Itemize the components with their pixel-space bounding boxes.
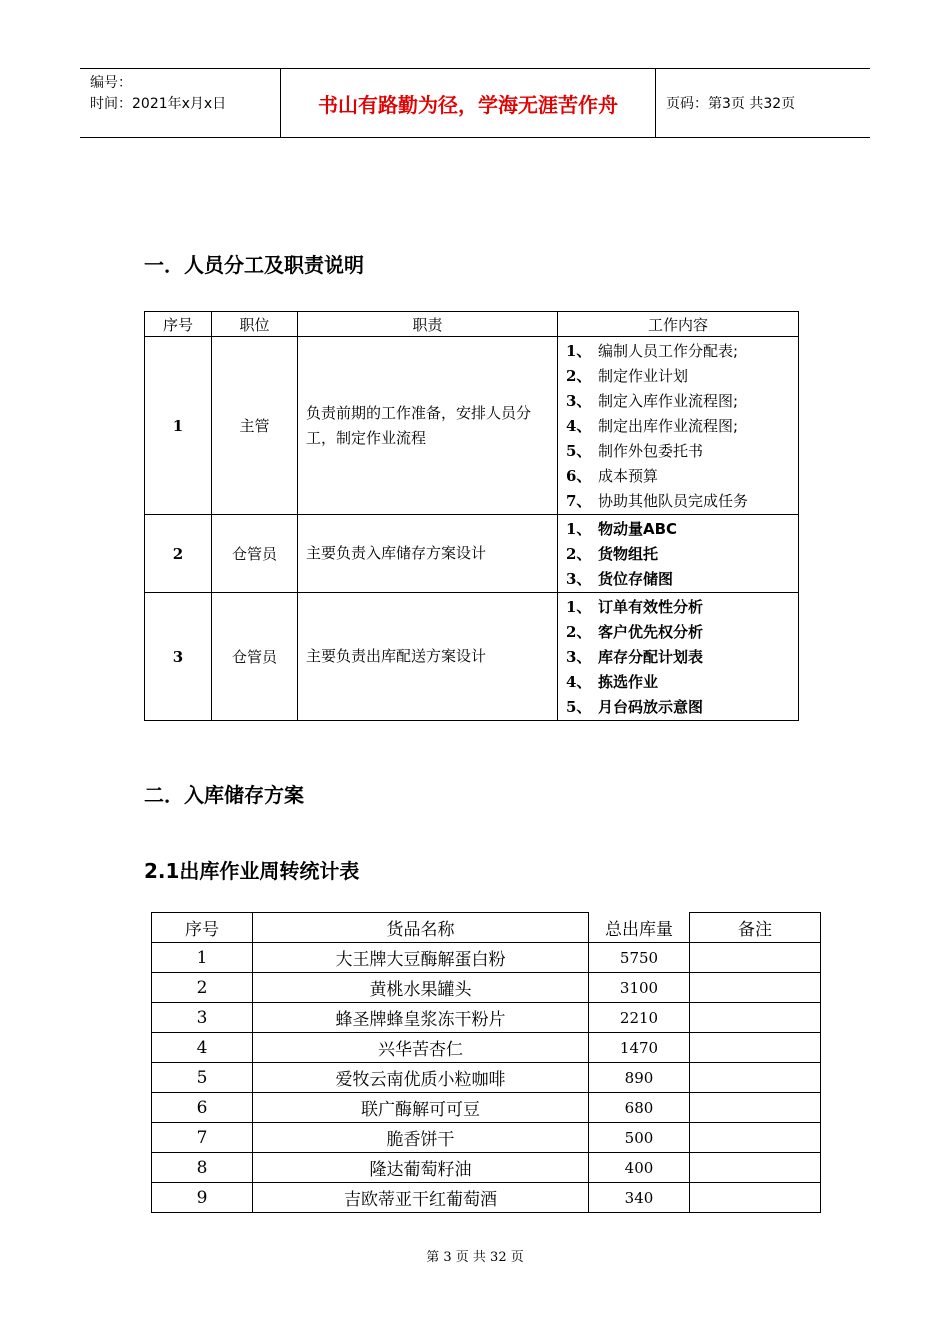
work-item-text: 协助其他队员完成任务	[598, 492, 749, 510]
header-position: 职位	[212, 312, 298, 337]
work-item-text: 制定入库作业流程图;	[598, 392, 739, 410]
staff-duty-table	[144, 311, 799, 721]
header-work: 工作内容	[558, 312, 799, 337]
row-no: 3	[145, 593, 212, 721]
row-duty: 负责前期的工作准备，安排人员分工，制定作业流程	[298, 337, 558, 515]
row-total-qty: 5750	[589, 943, 690, 973]
work-item	[566, 364, 798, 389]
work-item	[566, 542, 798, 567]
header-page-info: 页码：第3页 共32页	[666, 96, 796, 112]
work-item	[566, 645, 798, 670]
row-total-qty: 1470	[589, 1033, 690, 1063]
row-goods-name: 兴华苦杏仁	[253, 1033, 589, 1063]
work-item-number: 3、	[566, 392, 592, 410]
row-work-content	[558, 337, 799, 515]
row-no: 9	[152, 1183, 253, 1213]
row-note	[690, 1033, 821, 1063]
work-item-text: 拣选作业	[598, 673, 659, 691]
work-item-text: 月台码放示意图	[598, 698, 704, 716]
header-note: 备注	[690, 913, 821, 943]
work-item	[566, 670, 798, 695]
row-no: 1	[152, 943, 253, 973]
row-goods-name: 蜂圣牌蜂皇浆冻干粉片	[253, 1003, 589, 1033]
row-work-content	[558, 515, 799, 593]
work-item-number: 4、	[566, 673, 592, 691]
row-goods-name: 联广酶解可可豆	[253, 1093, 589, 1123]
row-duty: 主要负责入库储存方案设计	[298, 515, 558, 593]
row-note	[690, 1093, 821, 1123]
row-goods-name: 隆达葡萄籽油	[253, 1153, 589, 1183]
header-total-qty: 总出库量	[589, 913, 690, 943]
row-goods-name: 吉欧蒂亚干红葡萄酒	[253, 1183, 589, 1213]
row-position: 主管	[212, 337, 298, 515]
work-item-text: 制定出库作业流程图;	[598, 417, 739, 435]
row-total-qty: 340	[589, 1183, 690, 1213]
table-row	[152, 1153, 821, 1183]
work-item-text: 库存分配计划表	[598, 648, 704, 666]
work-item	[566, 517, 798, 542]
work-item	[566, 620, 798, 645]
header-no: 序号	[152, 913, 253, 943]
work-item-number: 1、	[566, 342, 592, 360]
header-no: 序号	[145, 312, 212, 337]
work-item	[566, 567, 798, 592]
table-row	[145, 515, 799, 593]
row-work-content	[558, 593, 799, 721]
work-item	[566, 489, 798, 514]
work-item-text: 物动量ABC	[598, 520, 678, 538]
row-duty: 主要负责出库配送方案设计	[298, 593, 558, 721]
table-header-row	[152, 913, 821, 943]
work-item-text: 客户优先权分析	[598, 623, 704, 641]
row-note	[690, 1153, 821, 1183]
work-item	[566, 439, 798, 464]
work-item-number: 7、	[566, 492, 592, 510]
row-total-qty: 890	[589, 1063, 690, 1093]
section2-subtitle: 2.1出库作业周转统计表	[144, 859, 360, 883]
work-item-number: 3、	[566, 648, 592, 666]
table-row	[152, 973, 821, 1003]
row-total-qty: 2210	[589, 1003, 690, 1033]
row-note	[690, 943, 821, 973]
work-item	[566, 389, 798, 414]
section1-title: 一．人员分工及职责说明	[144, 253, 364, 277]
row-no: 2	[145, 515, 212, 593]
header-motto: 书山有路勤为径，学海无涯苦作舟	[280, 69, 656, 137]
row-note	[690, 973, 821, 1003]
work-item-text: 订单有效性分析	[598, 598, 704, 616]
table-row	[152, 943, 821, 973]
row-goods-name: 大王牌大豆酶解蛋白粉	[253, 943, 589, 973]
header-goods-name: 货品名称	[253, 913, 589, 943]
work-item-number: 2、	[566, 367, 592, 385]
table-row	[152, 1183, 821, 1213]
row-goods-name: 爱牧云南优质小粒咖啡	[253, 1063, 589, 1093]
work-item-text: 编制人员工作分配表;	[598, 342, 739, 360]
row-note	[690, 1003, 821, 1033]
work-item	[566, 339, 798, 364]
work-item	[566, 595, 798, 620]
work-item-number: 3、	[566, 570, 592, 588]
header-meta	[80, 69, 280, 137]
row-total-qty: 680	[589, 1093, 690, 1123]
page-footer: 第 3 页 共 32 页	[426, 1250, 524, 1265]
table-row	[152, 1033, 821, 1063]
table-row	[152, 1123, 821, 1153]
work-item-text: 制作外包委托书	[598, 442, 704, 460]
work-item-text: 货物组托	[598, 545, 659, 563]
row-no: 8	[152, 1153, 253, 1183]
row-note	[690, 1183, 821, 1213]
row-position: 仓管员	[212, 515, 298, 593]
row-no: 5	[152, 1063, 253, 1093]
work-item-number: 1、	[566, 598, 592, 616]
row-position: 仓管员	[212, 593, 298, 721]
row-no: 1	[145, 337, 212, 515]
row-no: 6	[152, 1093, 253, 1123]
table-header-row	[145, 312, 799, 337]
row-goods-name: 黄桃水果罐头	[253, 973, 589, 1003]
row-no: 7	[152, 1123, 253, 1153]
table-row	[145, 593, 799, 721]
row-total-qty: 3100	[589, 973, 690, 1003]
work-item-number: 5、	[566, 698, 592, 716]
table-row	[152, 1063, 821, 1093]
work-item-number: 1、	[566, 520, 592, 538]
work-item-number: 4、	[566, 417, 592, 435]
work-item-text: 货位存储图	[598, 570, 674, 588]
work-item-number: 2、	[566, 623, 592, 641]
row-note	[690, 1123, 821, 1153]
row-no: 3	[152, 1003, 253, 1033]
work-item-text: 成本预算	[598, 467, 659, 485]
row-goods-name: 脆香饼干	[253, 1123, 589, 1153]
table-row	[152, 1093, 821, 1123]
row-total-qty: 400	[589, 1153, 690, 1183]
work-item-number: 5、	[566, 442, 592, 460]
work-item-number: 2、	[566, 545, 592, 563]
section2-title: 二．入库储存方案	[144, 783, 304, 807]
row-no: 2	[152, 973, 253, 1003]
table-row	[152, 1003, 821, 1033]
number-label: 编号：	[90, 75, 132, 91]
table-row	[145, 337, 799, 515]
work-item-number: 6、	[566, 467, 592, 485]
work-item	[566, 414, 798, 439]
header-duty: 职责	[298, 312, 558, 337]
work-item	[566, 464, 798, 489]
row-no: 4	[152, 1033, 253, 1063]
date-line: 时间：2021年x月x日	[90, 96, 227, 112]
page-header	[80, 68, 870, 138]
outbound-stats-table	[151, 912, 821, 1213]
row-note	[690, 1063, 821, 1093]
work-item	[566, 695, 798, 720]
row-total-qty: 500	[589, 1123, 690, 1153]
work-item-text: 制定作业计划	[598, 367, 689, 385]
